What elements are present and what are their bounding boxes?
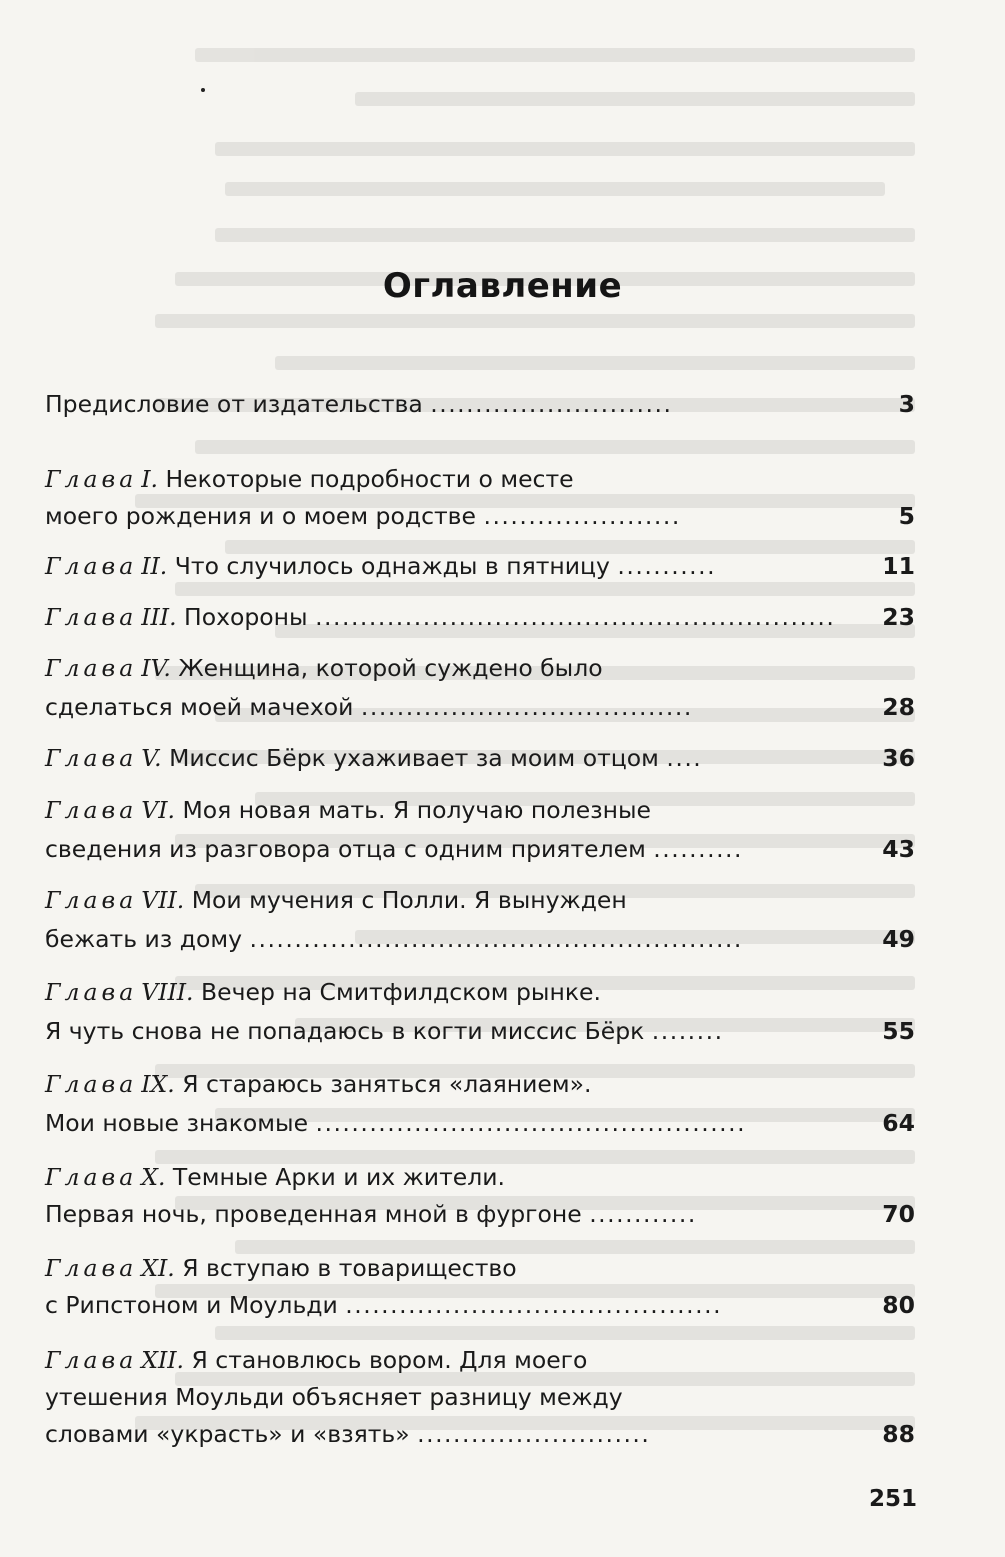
chapter-number: V.	[141, 744, 162, 772]
toc-entry-chapter-11[interactable]	[45, 1248, 915, 1288]
entry-title-cont: сделаться моей мачехой	[45, 693, 361, 721]
toc-title: Оглавление	[382, 266, 623, 306]
toc-entry-chapter-7[interactable]	[45, 880, 915, 920]
page-number: 70	[882, 1200, 915, 1228]
chapter-number: X.	[141, 1163, 166, 1191]
page-number: 28	[882, 693, 915, 721]
toc-entry-chapter-10-cont	[45, 1194, 915, 1234]
page-number: 88	[882, 1420, 915, 1448]
entry-title: Похороны	[184, 603, 316, 631]
toc-entry-preface[interactable]	[45, 384, 915, 424]
page-number: 36	[882, 744, 915, 772]
leader-dots: ....	[666, 744, 703, 772]
leader-dots: ............	[589, 1200, 697, 1228]
leader-dots: ................................................	[315, 1109, 747, 1137]
toc-entry-chapter-12-cont	[45, 1377, 915, 1417]
toc-entry-chapter-10[interactable]	[45, 1157, 915, 1197]
entry-title-cont: Я чуть снова не попадаюсь в когти миссис Бёрк	[45, 1017, 652, 1045]
toc-entry-chapter-7-cont	[45, 919, 915, 959]
chapter-number: XI.	[141, 1254, 175, 1282]
page-number: 55	[882, 1017, 915, 1045]
page-number: 23	[882, 603, 915, 631]
leader-dots: ..........	[653, 835, 743, 863]
chapter-number: I.	[141, 465, 158, 493]
leader-dots: ...........................	[430, 390, 673, 418]
entry-title: Некоторые подробности о месте	[165, 465, 574, 493]
chapter-label: Глава	[45, 552, 138, 580]
toc-entry-chapter-12-cont2	[45, 1414, 915, 1454]
entry-title-cont: моего рождения и о моем родстве	[45, 502, 484, 530]
entry-title: Вечер на Смитфилдском рынке.	[201, 978, 601, 1006]
entry-title-cont: утешения Моульди объясняет разницу между	[45, 1383, 623, 1411]
leader-dots: ........	[651, 1017, 724, 1045]
entry-title: Я стараюсь заняться «лаянием».	[182, 1070, 592, 1098]
chapter-label: Глава	[45, 1163, 138, 1191]
leader-dots: .......................................................	[249, 925, 743, 953]
chapter-number: IV.	[141, 654, 171, 682]
page-folio-number: 251	[868, 1486, 917, 1512]
toc-entry-chapter-4[interactable]	[45, 648, 915, 688]
chapter-label: Глава	[45, 465, 138, 493]
toc-entry-chapter-9[interactable]	[45, 1064, 915, 1104]
entry-title-cont: Первая ночь, проведенная мной в фургоне	[45, 1200, 590, 1228]
page-number: 43	[882, 835, 915, 863]
toc-entry-chapter-8[interactable]	[45, 972, 915, 1012]
entry-title-cont: с Рипстоном и Моульди	[45, 1291, 346, 1319]
toc-entry-chapter-8-cont	[45, 1011, 915, 1051]
leader-dots: ..........................................	[345, 1291, 723, 1319]
entry-title-cont: сведения из разговора отца с одним приятелем	[45, 835, 654, 863]
chapter-label: Глава	[45, 744, 138, 772]
entry-title: Я становлюсь вором. Для моего	[191, 1346, 588, 1374]
entry-title-cont: Мои новые знакомые	[45, 1109, 316, 1137]
entry-title-cont: словами «украсть» и «взять»	[45, 1420, 418, 1448]
entry-title: Женщина, которой суждено было	[178, 654, 603, 682]
toc-entry-chapter-9-cont	[45, 1103, 915, 1143]
chapter-label: Глава	[45, 1346, 138, 1374]
page-number: 3	[898, 390, 915, 418]
toc-entry-chapter-6[interactable]	[45, 790, 915, 830]
chapter-label: Глава	[45, 1070, 138, 1098]
toc-entry-chapter-12[interactable]	[45, 1340, 915, 1380]
chapter-label: Глава	[45, 886, 138, 914]
toc-entry-chapter-11-cont	[45, 1285, 915, 1325]
entry-title: Темные Арки и их жители.	[172, 1163, 505, 1191]
entry-title: Предисловие от издательства	[45, 390, 431, 418]
entry-title: Мои мучения с Полли. Я вынужден	[191, 886, 627, 914]
leader-dots: ..........................	[417, 1420, 651, 1448]
entry-title-cont: бежать из дому	[45, 925, 250, 953]
page-number: 11	[882, 552, 915, 580]
page-number: 64	[882, 1109, 915, 1137]
chapter-number: IX.	[141, 1070, 175, 1098]
entry-title: Моя новая мать. Я получаю полезные	[182, 796, 652, 824]
chapter-label: Глава	[45, 654, 138, 682]
print-speck	[201, 88, 205, 92]
page-number: 5	[898, 502, 915, 530]
toc-entry-chapter-5[interactable]	[45, 738, 915, 778]
chapter-number: XII.	[141, 1346, 185, 1374]
page-number: 80	[882, 1291, 915, 1319]
toc-entry-chapter-3[interactable]	[45, 597, 915, 637]
chapter-number: VI.	[141, 796, 175, 824]
page-number: 49	[882, 925, 915, 953]
entry-title: Миссис Бёрк ухаживает за моим отцом	[169, 744, 667, 772]
chapter-number: VII.	[141, 886, 185, 914]
toc-entry-chapter-1-cont	[45, 496, 915, 536]
toc-entry-chapter-6-cont	[45, 829, 915, 869]
chapter-label: Глава	[45, 796, 138, 824]
toc-entry-chapter-4-cont	[45, 687, 915, 727]
entry-title: Я вступаю в товарищество	[182, 1254, 517, 1282]
toc-entry-chapter-2[interactable]	[45, 546, 915, 586]
chapter-number: VIII.	[141, 978, 194, 1006]
chapter-label: Глава	[45, 978, 138, 1006]
chapter-label: Глава	[45, 603, 138, 631]
leader-dots: ......................	[483, 502, 681, 530]
entry-title: Что случилось однажды в пятницу	[174, 552, 618, 580]
leader-dots: ...........	[617, 552, 717, 580]
leader-dots: ..........................................................	[315, 603, 836, 631]
leader-dots: .....................................	[360, 693, 693, 721]
chapter-number: III.	[141, 603, 177, 631]
chapter-number: II.	[141, 552, 168, 580]
chapter-label: Глава	[45, 1254, 138, 1282]
toc-entry-chapter-1[interactable]	[45, 459, 915, 499]
